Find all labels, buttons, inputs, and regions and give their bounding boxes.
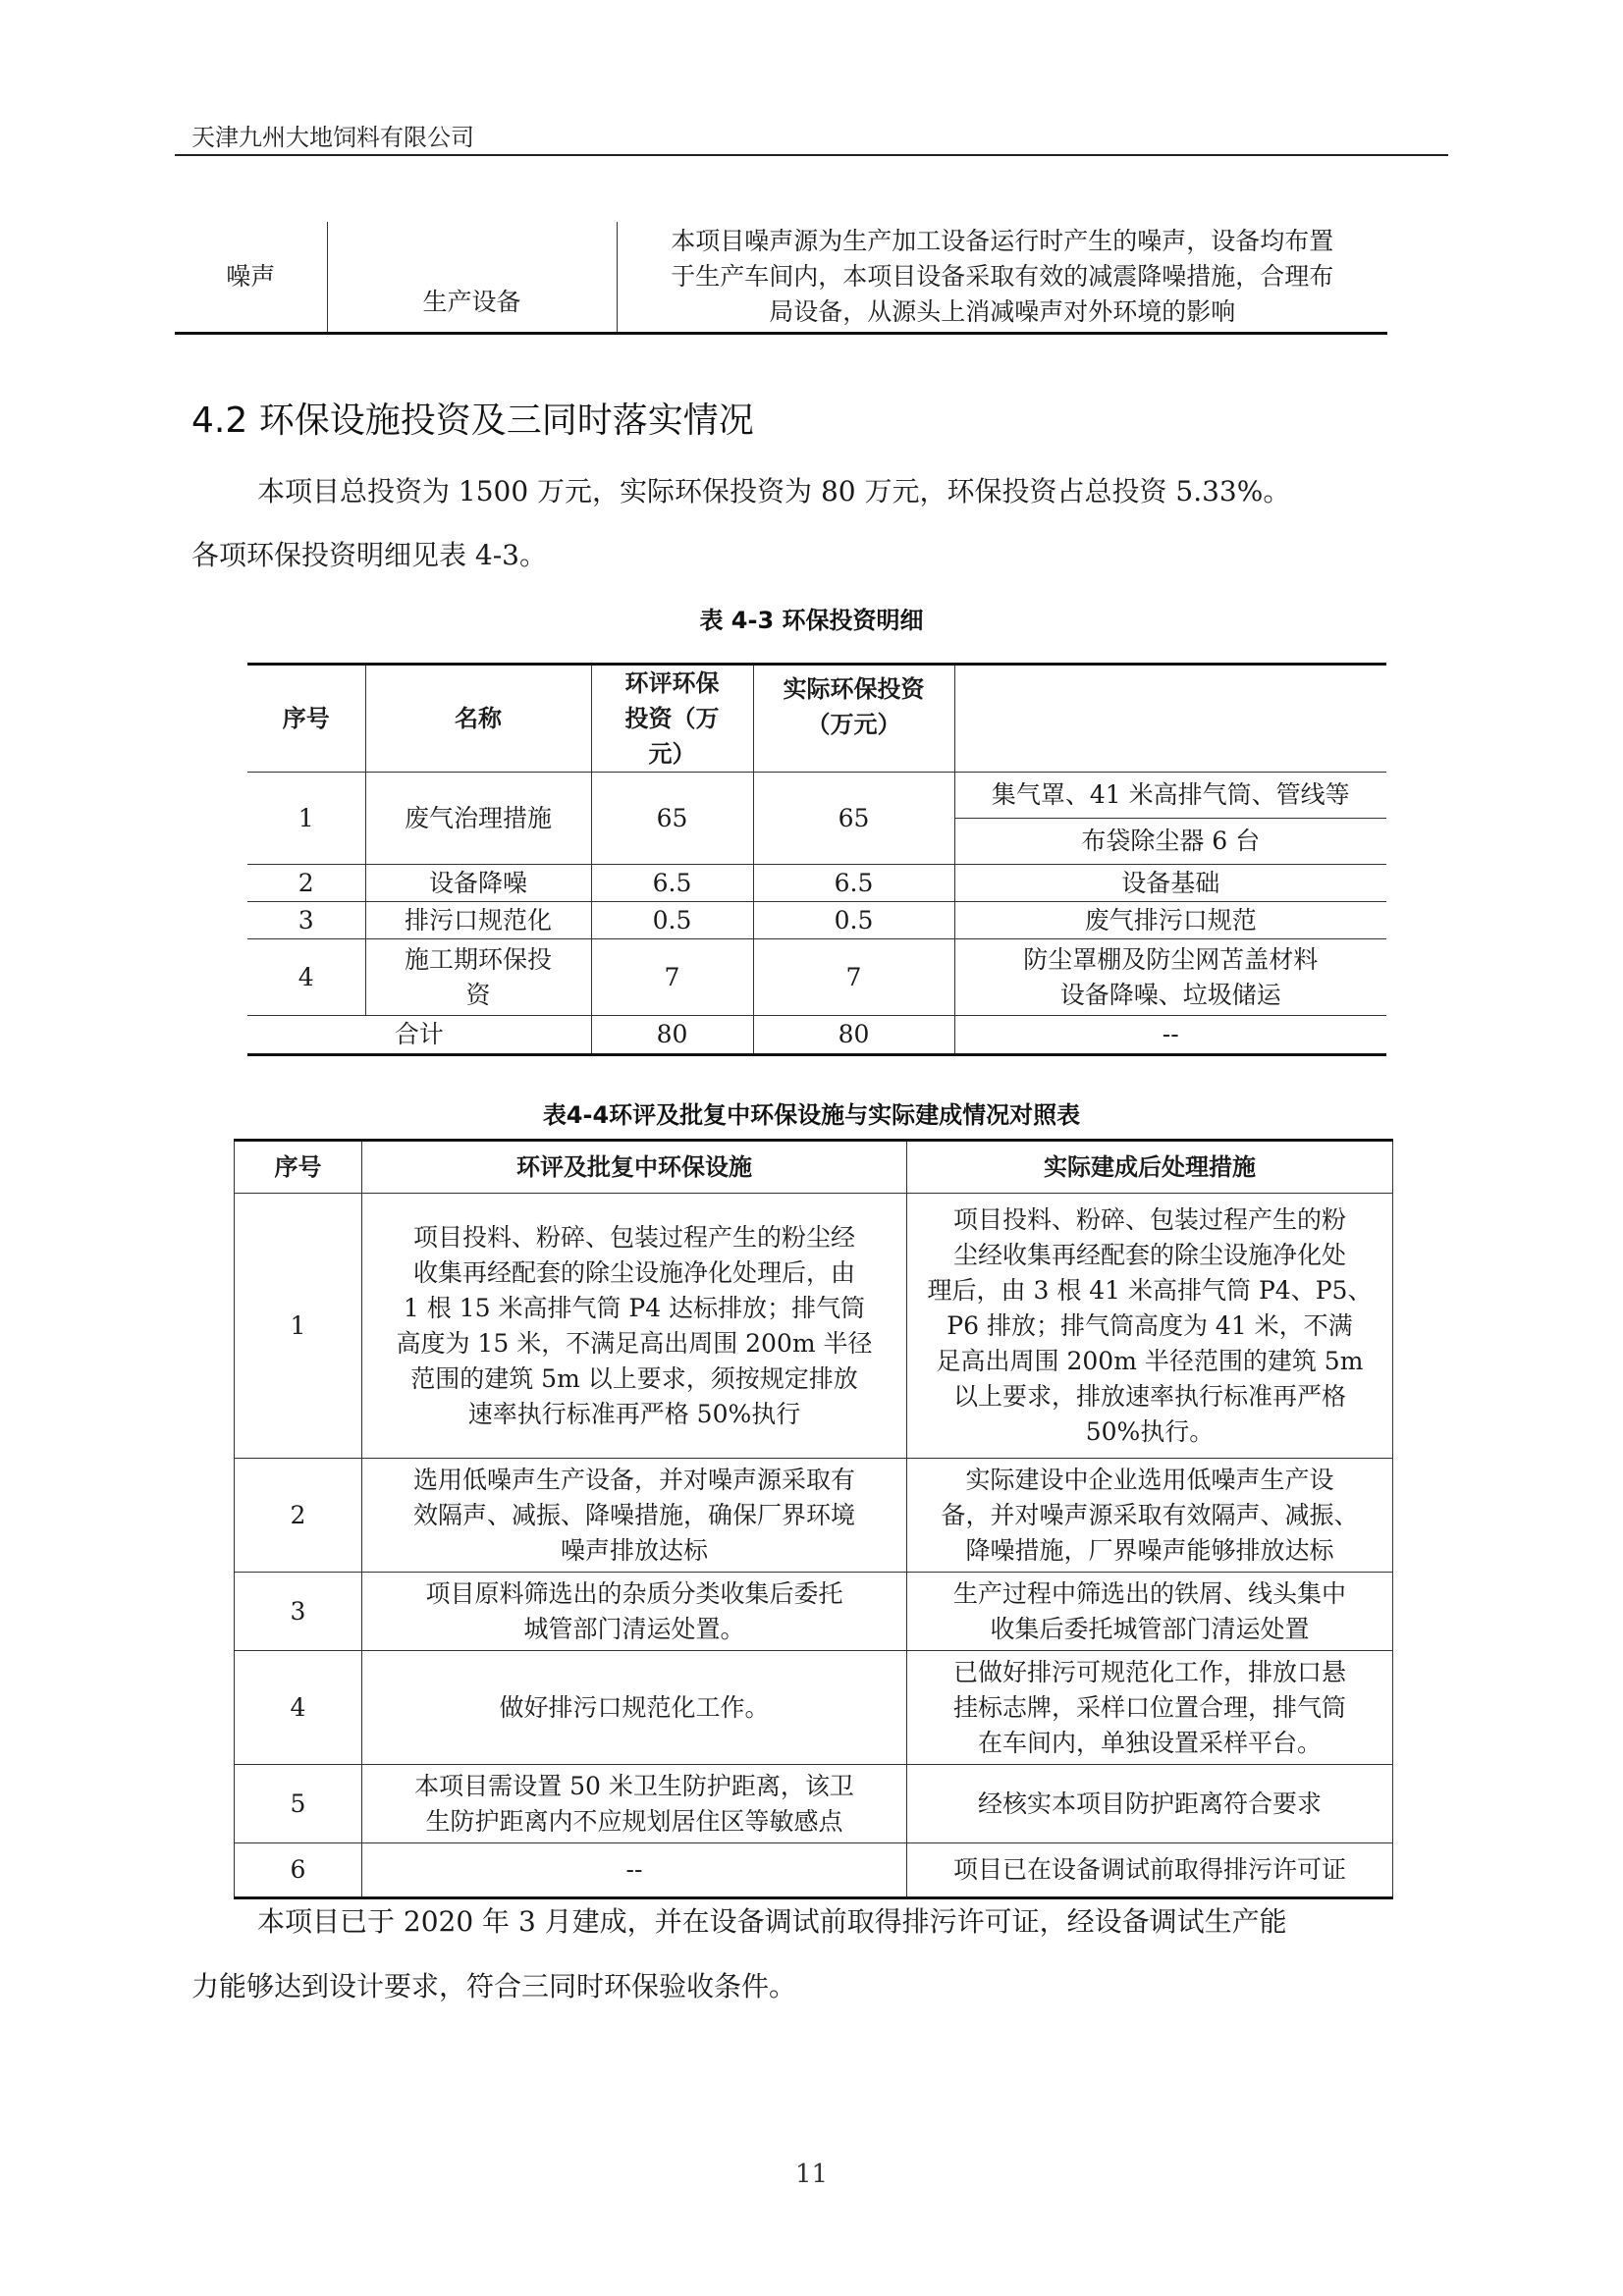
row-eia: 65: [591, 773, 753, 865]
row-no: 1: [235, 1194, 362, 1459]
row-actual-line: 足高出周围 200m 半径范围的建筑 5m: [936, 1346, 1364, 1375]
header-eia-line: 环评环保: [624, 669, 720, 697]
row-note-line: 防尘罩棚及防尘网苫盖材料: [1023, 944, 1319, 974]
header-actual-line: 实际环保投资: [783, 675, 925, 703]
header-name: 名称: [365, 665, 591, 773]
row-no: 4: [235, 1651, 362, 1765]
table-row: [235, 1459, 1393, 1573]
row-actual: [907, 1651, 1393, 1765]
total-actual: 80: [753, 1016, 954, 1055]
table-row: [247, 865, 1386, 902]
row-planned-line: 速率执行标准再严格 50%执行: [467, 1399, 801, 1428]
row-actual: [907, 1194, 1393, 1459]
row-no: 3: [235, 1573, 362, 1651]
row-planned: [362, 1651, 907, 1765]
row-note: [954, 939, 1386, 1016]
row-actual-line: 备，并对噪声源采取有效隔声、减振、: [941, 1500, 1359, 1529]
row-planned-line: 1 根 15 米高排气筒 P4 达标排放；排气筒: [403, 1293, 866, 1322]
row-eia: 0.5: [591, 902, 753, 939]
table-row: [247, 939, 1386, 1016]
row-planned-line: 高度为 15 米，不满足高出周围 200m 半径: [396, 1328, 873, 1358]
row-name: 排污口规范化: [365, 902, 591, 939]
table-row: [235, 1573, 1393, 1651]
row-note-line: 设备降噪、垃圾储运: [1059, 980, 1281, 1009]
row-actual-line: 实际建设中企业选用低噪声生产设: [965, 1465, 1334, 1494]
row-no: 6: [235, 1843, 362, 1898]
row-actual: 65: [753, 773, 954, 865]
row-actual-line: 项目已在设备调试前取得排污许可证: [952, 1855, 1346, 1884]
row-actual: [907, 1843, 1393, 1898]
row-actual-line: 以上要求，排放速率执行标准再严格: [952, 1381, 1346, 1411]
header-note: [954, 665, 1386, 773]
table-row: [235, 1651, 1393, 1765]
header-no: 序号: [235, 1141, 362, 1194]
row-actual: 7: [753, 939, 954, 1016]
header-rule: [175, 154, 1448, 156]
row-actual-line: 生产过程中筛选出的铁屑、线头集中: [952, 1578, 1346, 1608]
row-eia: 6.5: [591, 865, 753, 902]
paragraph-line: 力能够达到设计要求，符合三同时环保验收条件。: [191, 1970, 797, 2002]
table-row: [247, 773, 1386, 819]
row-actual-line: 50%执行。: [1085, 1416, 1215, 1446]
row-actual: [907, 1765, 1393, 1843]
total-eia: 80: [591, 1016, 753, 1055]
header-actual: 实际建成后处理措施: [907, 1141, 1393, 1194]
noise-table: [175, 222, 1387, 335]
noise-source-cell: [327, 222, 617, 334]
table-header-row: [235, 1141, 1393, 1194]
noise-measure-cell: [617, 222, 1387, 334]
row-actual: 6.5: [753, 865, 954, 902]
noise-source-text: 生产设备: [422, 288, 521, 316]
row-actual-line: 理后，由 3 根 41 米高排气筒 P4、P5、: [927, 1275, 1373, 1305]
row-planned-line: 项目原料筛选出的杂质分类收集后委托: [425, 1578, 843, 1608]
noise-measure-line: 局设备，从源头上消减噪声对外环境的影响: [769, 297, 1236, 326]
row-planned-line: --: [625, 1855, 643, 1884]
header-no: 序号: [247, 665, 365, 773]
header-company: 天津九州大地饲料有限公司: [191, 124, 474, 151]
row-no: 2: [235, 1459, 362, 1573]
row-planned-line: 效隔声、减振、降噪措施，确保厂界环境: [412, 1500, 855, 1529]
row-actual-line: P6 排放；排气筒高度为 41 米，不满: [947, 1310, 1353, 1340]
header-eia: [591, 665, 753, 773]
row-planned: [362, 1194, 907, 1459]
header-planned: 环评及批复中环保设施: [362, 1141, 907, 1194]
header-eia-line: 投资（万: [624, 705, 720, 732]
table-row: [235, 1765, 1393, 1843]
table-header-row: [247, 665, 1386, 773]
row-name: 废气治理措施: [365, 773, 591, 865]
row-name-line: 资: [465, 980, 491, 1009]
row-no: 1: [247, 773, 365, 865]
row-actual: [907, 1459, 1393, 1573]
row-name: 设备降噪: [365, 865, 591, 902]
row-actual: [907, 1573, 1393, 1651]
row-actual-line: 项目投料、粉碎、包装过程产生的粉: [952, 1204, 1346, 1234]
table-row: [247, 902, 1386, 939]
row-planned-line: 项目投料、粉碎、包装过程产生的粉尘经: [412, 1222, 855, 1252]
row-note: 布袋除尘器 6 台: [954, 819, 1386, 865]
header-actual-line: （万元）: [806, 711, 901, 738]
row-planned-line: 范围的建筑 5m 以上要求，须按规定排放: [410, 1363, 858, 1393]
row-eia: 7: [591, 939, 753, 1016]
table-total-row: [247, 1016, 1386, 1055]
row-planned-line: 收集再经配套的除尘设施净化处理后，由: [412, 1257, 855, 1287]
table-row: [235, 1194, 1393, 1459]
table-row: [175, 222, 1387, 334]
row-planned: [362, 1843, 907, 1898]
investment-table: [247, 663, 1386, 1056]
row-no: 3: [247, 902, 365, 939]
row-actual-line: 降噪措施，厂界噪声能够排放达标: [965, 1535, 1334, 1565]
row-planned-line: 城管部门清运处置。: [523, 1614, 745, 1643]
total-note: --: [954, 1016, 1386, 1055]
page-number: 11: [794, 2160, 829, 2189]
paragraph-line: 本项目总投资为 1500 万元，实际环保投资为 80 万元，环保投资占总投资 5.33%。: [257, 475, 1291, 507]
row-planned-line: 噪声排放达标: [560, 1535, 708, 1565]
row-actual-line: 经核实本项目防护距离符合要求: [977, 1789, 1322, 1818]
row-actual-line: 收集后委托城管部门清运处置: [990, 1614, 1310, 1643]
section-title: 4.2 环保设施投资及三同时落实情况: [191, 400, 754, 441]
noise-measure-line: 本项目噪声源为生产加工设备运行时产生的噪声，设备均布置: [671, 227, 1334, 255]
row-note: 废气排污口规范: [954, 902, 1386, 939]
noise-measure-line: 于生产车间内，本项目设备采取有效的减震降噪措施，合理布: [671, 262, 1334, 291]
row-planned-line: 做好排污口规范化工作。: [499, 1692, 770, 1722]
row-planned-line: 生防护距离内不应规划居住区等敏感点: [425, 1806, 843, 1836]
row-actual-line: 挂标志牌，采样口位置合理，排气筒: [952, 1692, 1346, 1722]
header-actual: [753, 665, 954, 773]
row-planned: [362, 1573, 907, 1651]
row-no: 4: [247, 939, 365, 1016]
row-planned: [362, 1459, 907, 1573]
row-planned-line: 选用低噪声生产设备，并对噪声源采取有: [412, 1465, 855, 1494]
row-actual-line: 已做好排污可规范化工作，排放口悬: [952, 1657, 1346, 1686]
comparison-table: [234, 1139, 1393, 1899]
total-label: 合计: [247, 1016, 591, 1055]
row-note: 设备基础: [954, 865, 1386, 902]
table-caption: 表4-4环评及批复中环保设施与实际建成情况对照表: [542, 1101, 1081, 1129]
row-actual-line: 在车间内，单独设置采样平台。: [977, 1728, 1322, 1757]
noise-category-cell: 噪声: [175, 222, 327, 334]
table-row: [235, 1843, 1393, 1898]
row-planned: [362, 1765, 907, 1843]
row-actual: 0.5: [753, 902, 954, 939]
row-no: 5: [235, 1765, 362, 1843]
paragraph-line: 各项环保投资明细见表 4-3。: [191, 539, 547, 571]
row-planned-line: 本项目需设置 50 米卫生防护距离，该卫: [414, 1771, 854, 1800]
row-actual-line: 尘经收集再经配套的除尘设施净化处: [952, 1240, 1346, 1269]
row-name: [365, 939, 591, 1016]
row-no: 2: [247, 865, 365, 902]
row-note: 集气罩、41 米高排气筒、管线等: [954, 773, 1386, 819]
header-eia-line: 元）: [648, 740, 696, 768]
paragraph-line: 本项目已于 2020 年 3 月建成，并在设备调试前取得排污许可证，经设备调试生产能: [257, 1905, 1287, 1938]
row-name-line: 施工期环保投: [404, 944, 552, 974]
table-caption: 表 4-3 环保投资明细: [699, 607, 924, 634]
